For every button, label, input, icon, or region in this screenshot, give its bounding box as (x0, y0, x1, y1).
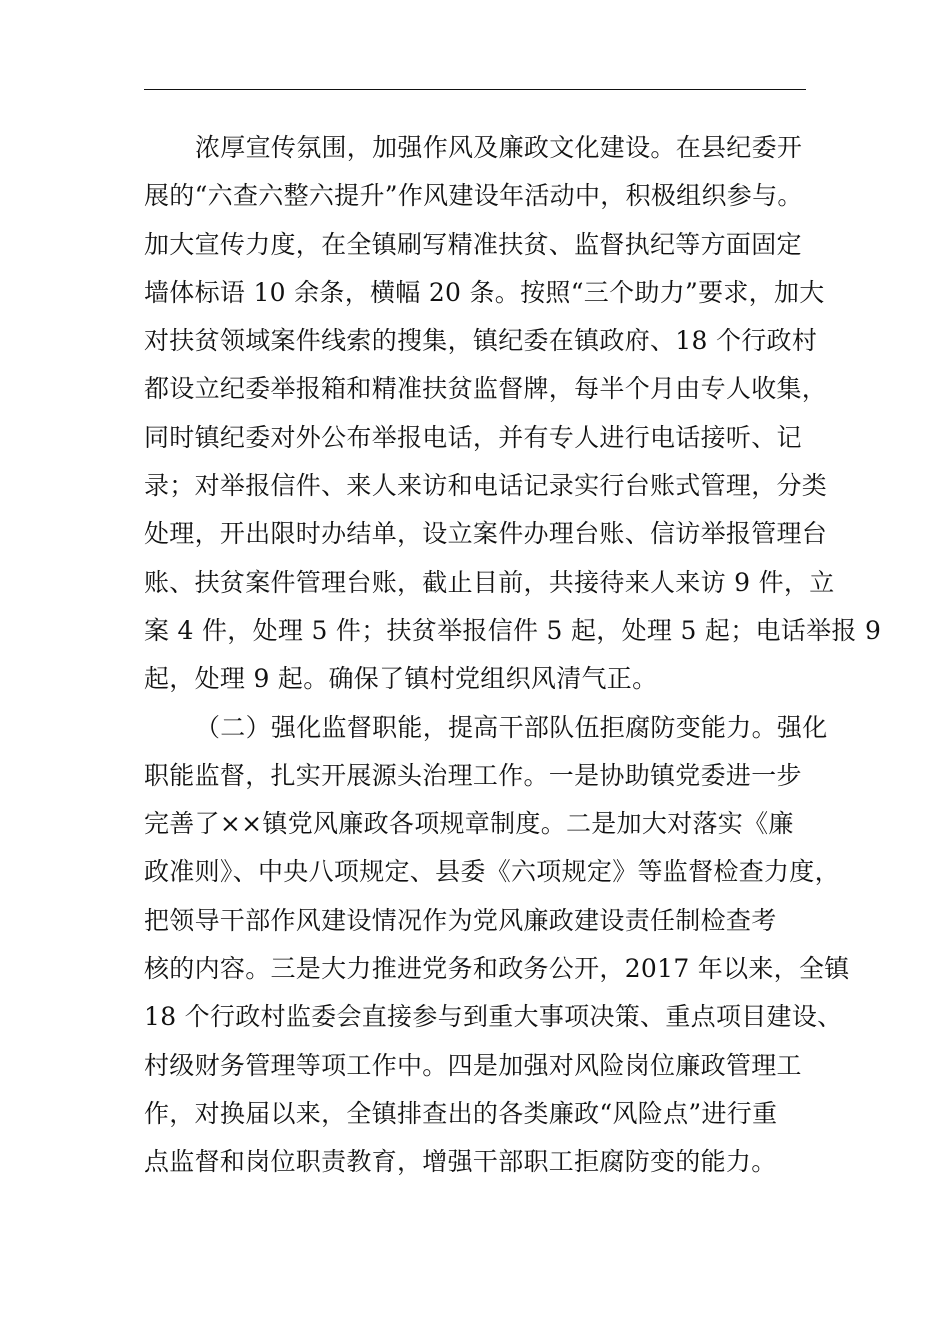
text-line: 村级财务管理等项工作中。四是加强对风险岗位廉政管理工 (144, 1050, 802, 1080)
text-line: 对扶贫领域案件线索的搜集，镇纪委在镇政府、18 个行政村 (144, 326, 818, 356)
header-rule (144, 89, 806, 90)
text-line: 加大宣传力度，在全镇刷写精准扶贫、监督执纪等方面固定 (144, 229, 802, 259)
text-line: 起，处理 9 起。确保了镇村党组织风清气正。 (144, 664, 658, 694)
text-line: 把领导干部作风建设情况作为党风廉政建设责任制检查考 (144, 905, 777, 935)
text-line: 浓厚宣传氛围，加强作风及廉政文化建设。在县纪委开 (195, 133, 803, 162)
text-line: 处理，开出限时办结单，设立案件办理台账、信访举报管理台 (144, 519, 828, 549)
text-line: （二）强化监督职能，提高干部队伍拒腐防变能力。强化 (195, 712, 828, 742)
text-line: 核的内容。三是大力推进党务和政务公开，2017 年以来，全镇 (144, 954, 850, 984)
text-line: 18 个行政村监委会直接参与到重大事项决策、重点项目建设、 (144, 1002, 843, 1032)
text-line: 作，对换届以来，全镇排查出的各类廉政“风险点”进行重 (144, 1098, 778, 1128)
text-line: 职能监督，扎实开展源头治理工作。一是协助镇党委进一步 (144, 760, 802, 790)
text-line: 案 4 件，处理 5 件；扶贫举报信件 5 起，处理 5 起；电话举报 9 (144, 615, 882, 645)
text-line: 政准则》、中央八项规定、县委《六项规定》等监督检查力度， (144, 857, 840, 887)
text-line: 同时镇纪委对外公布举报电话，并有专人进行电话接听、记 (144, 422, 802, 452)
text-line: 展的“六查六整六提升”作风建设年活动中，积极组织参与。 (144, 181, 803, 211)
text-line: 墙体标语 10 余条，横幅 20 条。按照“三个助力”要求，加大 (144, 277, 825, 307)
text-line: 录；对举报信件、来人来访和电话记录实行台账式管理，分类 (144, 471, 828, 501)
text-line: 完善了××镇党风廉政各项规章制度。二是加大对落实《廉 (144, 809, 794, 839)
text-line: 点监督和岗位职责教育，增强干部职工拒腐防变的能力。 (144, 1147, 777, 1177)
text-line: 账、扶贫案件管理台账，截止目前，共接待来人来访 9 件，立 (144, 567, 835, 597)
text-line: 都设立纪委举报箱和精准扶贫监督牌，每半个月由专人收集， (144, 374, 828, 404)
document-body (144, 124, 882, 1187)
